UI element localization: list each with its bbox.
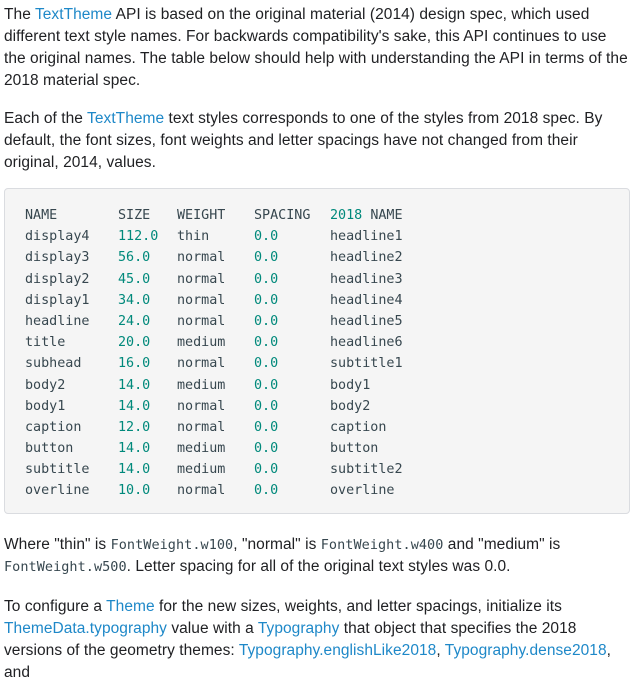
header-2018-number: 2018: [330, 208, 363, 223]
cell-2018-name: overline: [330, 483, 395, 499]
cell-weight: medium: [177, 462, 226, 478]
cell-name: display4: [25, 229, 90, 245]
themedata-typography-link[interactable]: ThemeData.typography: [4, 620, 167, 637]
cell-spacing: 0.0: [254, 356, 279, 372]
typography-link[interactable]: Typography: [257, 620, 340, 637]
cell-2018-name: headline2: [330, 250, 403, 266]
cell-spacing: 0.0: [254, 335, 279, 351]
cell-2018-name: headline6: [330, 335, 403, 351]
intro-text-post: API is based on the original material (2014) design spec, which used different text style names. For backwards compatibility's sake, this API continues to use the original names. The table below should help with understanding the API in terms of the 2018 material spec.: [4, 6, 628, 89]
texttheme-link[interactable]: TextTheme: [34, 6, 113, 23]
cell-name: overline: [25, 483, 90, 499]
code-w500: FontWeight.w500: [4, 559, 127, 575]
intro-text-pre: The: [4, 6, 35, 23]
cell-2018-name: caption: [330, 419, 387, 435]
cell-2018-name: headline3: [330, 271, 403, 287]
cell-weight: normal: [177, 271, 226, 287]
cell-name: body2: [25, 377, 66, 393]
cell-size: 20.0: [118, 335, 151, 351]
cell-size: 14.0: [118, 377, 151, 393]
cell-size: 12.0: [118, 419, 151, 435]
weights-text-3: and "medium" is: [443, 536, 561, 553]
cell-spacing: 0.0: [254, 271, 279, 287]
cell-weight: normal: [177, 250, 226, 266]
cell-weight: medium: [177, 441, 226, 457]
cell-2018-name: body1: [330, 377, 371, 393]
cell-2018-name: headline4: [330, 292, 403, 308]
cell-2018-name: button: [330, 441, 379, 457]
weights-text-2: , "normal" is: [233, 536, 321, 553]
cell-name: display2: [25, 271, 90, 287]
cell-size: 24.0: [118, 313, 151, 329]
cell-weight: medium: [177, 335, 226, 351]
weights-text-1: Where "thin" is: [4, 536, 111, 553]
cell-spacing: 0.0: [254, 229, 279, 245]
cell-2018-name: headline1: [330, 229, 403, 245]
header-2018-name: [330, 205, 403, 226]
cell-spacing: 0.0: [254, 419, 279, 435]
configure-text-3: value with a: [166, 620, 258, 637]
header-name: NAME: [25, 208, 58, 223]
cell-spacing: 0.0: [254, 483, 279, 499]
styles-text-pre: Each of the: [4, 110, 88, 127]
cell-name: display3: [25, 250, 90, 266]
code-w400: FontWeight.w400: [320, 537, 444, 553]
cell-size: 34.0: [118, 292, 151, 308]
cell-weight: normal: [177, 419, 226, 435]
cell-spacing: 0.0: [254, 398, 279, 414]
cell-size: 56.0: [118, 250, 151, 266]
header-weight: WEIGHT: [177, 208, 226, 223]
cell-size: 14.0: [118, 462, 151, 478]
cell-2018-name: subtitle1: [330, 356, 403, 372]
styles-paragraph: [4, 108, 632, 174]
cell-weight: normal: [177, 398, 226, 414]
cell-spacing: 0.0: [254, 250, 279, 266]
cell-spacing: 0.0: [254, 462, 279, 478]
cell-2018-name: subtitle2: [330, 462, 403, 478]
cell-size: 45.0: [118, 271, 151, 287]
cell-name: headline: [25, 313, 90, 329]
cell-size: 14.0: [118, 398, 151, 414]
cell-size: 16.0: [118, 356, 151, 372]
header-spacing: SPACING: [254, 208, 311, 223]
dense2018-link[interactable]: Typography.dense2018: [444, 642, 607, 659]
cell-size: 112.0: [118, 229, 159, 245]
code-w100: FontWeight.w100: [110, 537, 234, 553]
cell-weight: normal: [177, 313, 226, 329]
texttheme-link-2[interactable]: TextTheme: [87, 110, 165, 127]
configure-paragraph: [4, 596, 632, 684]
styles-text-post: text styles corresponds to one of the styles from 2018 spec. By default, the font sizes, font weights and letter spacings have not changed from their original, 2014, values.: [4, 110, 603, 171]
cell-size: 10.0: [118, 483, 151, 499]
cell-name: display1: [25, 292, 90, 308]
configure-text-2: for the new sizes, weights, and letter spacings, initialize its: [154, 598, 562, 615]
cell-name: title: [25, 335, 66, 351]
cell-weight: medium: [177, 377, 226, 393]
cell-2018-name: headline5: [330, 313, 403, 329]
configure-text-1: To configure a: [4, 598, 107, 615]
cell-weight: thin: [177, 229, 210, 245]
cell-weight: normal: [177, 356, 226, 372]
cell-spacing: 0.0: [254, 377, 279, 393]
code-block: [4, 188, 630, 514]
configure-text-6: , and: [4, 642, 612, 681]
cell-spacing: 0.0: [254, 313, 279, 329]
cell-name: button: [25, 441, 74, 457]
header-2018-label: NAME: [370, 208, 403, 223]
cell-weight: normal: [177, 483, 226, 499]
configure-text-4: that object that specifies the 2018 versions of the geometry themes:: [4, 620, 577, 659]
cell-name: subtitle: [25, 462, 90, 478]
header-size: SIZE: [118, 208, 151, 223]
cell-spacing: 0.0: [254, 292, 279, 308]
cell-spacing: 0.0: [254, 441, 279, 457]
cell-size: 14.0: [118, 441, 151, 457]
intro-paragraph: [4, 4, 632, 92]
weights-text-4: . Letter spacing for all of the original text styles was 0.0.: [126, 558, 511, 575]
cell-name: body1: [25, 398, 66, 414]
cell-weight: normal: [177, 292, 226, 308]
theme-link[interactable]: Theme: [106, 598, 155, 615]
weights-paragraph: [4, 534, 632, 578]
configure-text-5: ,: [436, 642, 445, 659]
cell-2018-name: body2: [330, 398, 371, 414]
cell-name: caption: [25, 419, 82, 435]
cell-name: subhead: [25, 356, 82, 372]
englishlike2018-link[interactable]: Typography.englishLike2018: [238, 642, 437, 659]
